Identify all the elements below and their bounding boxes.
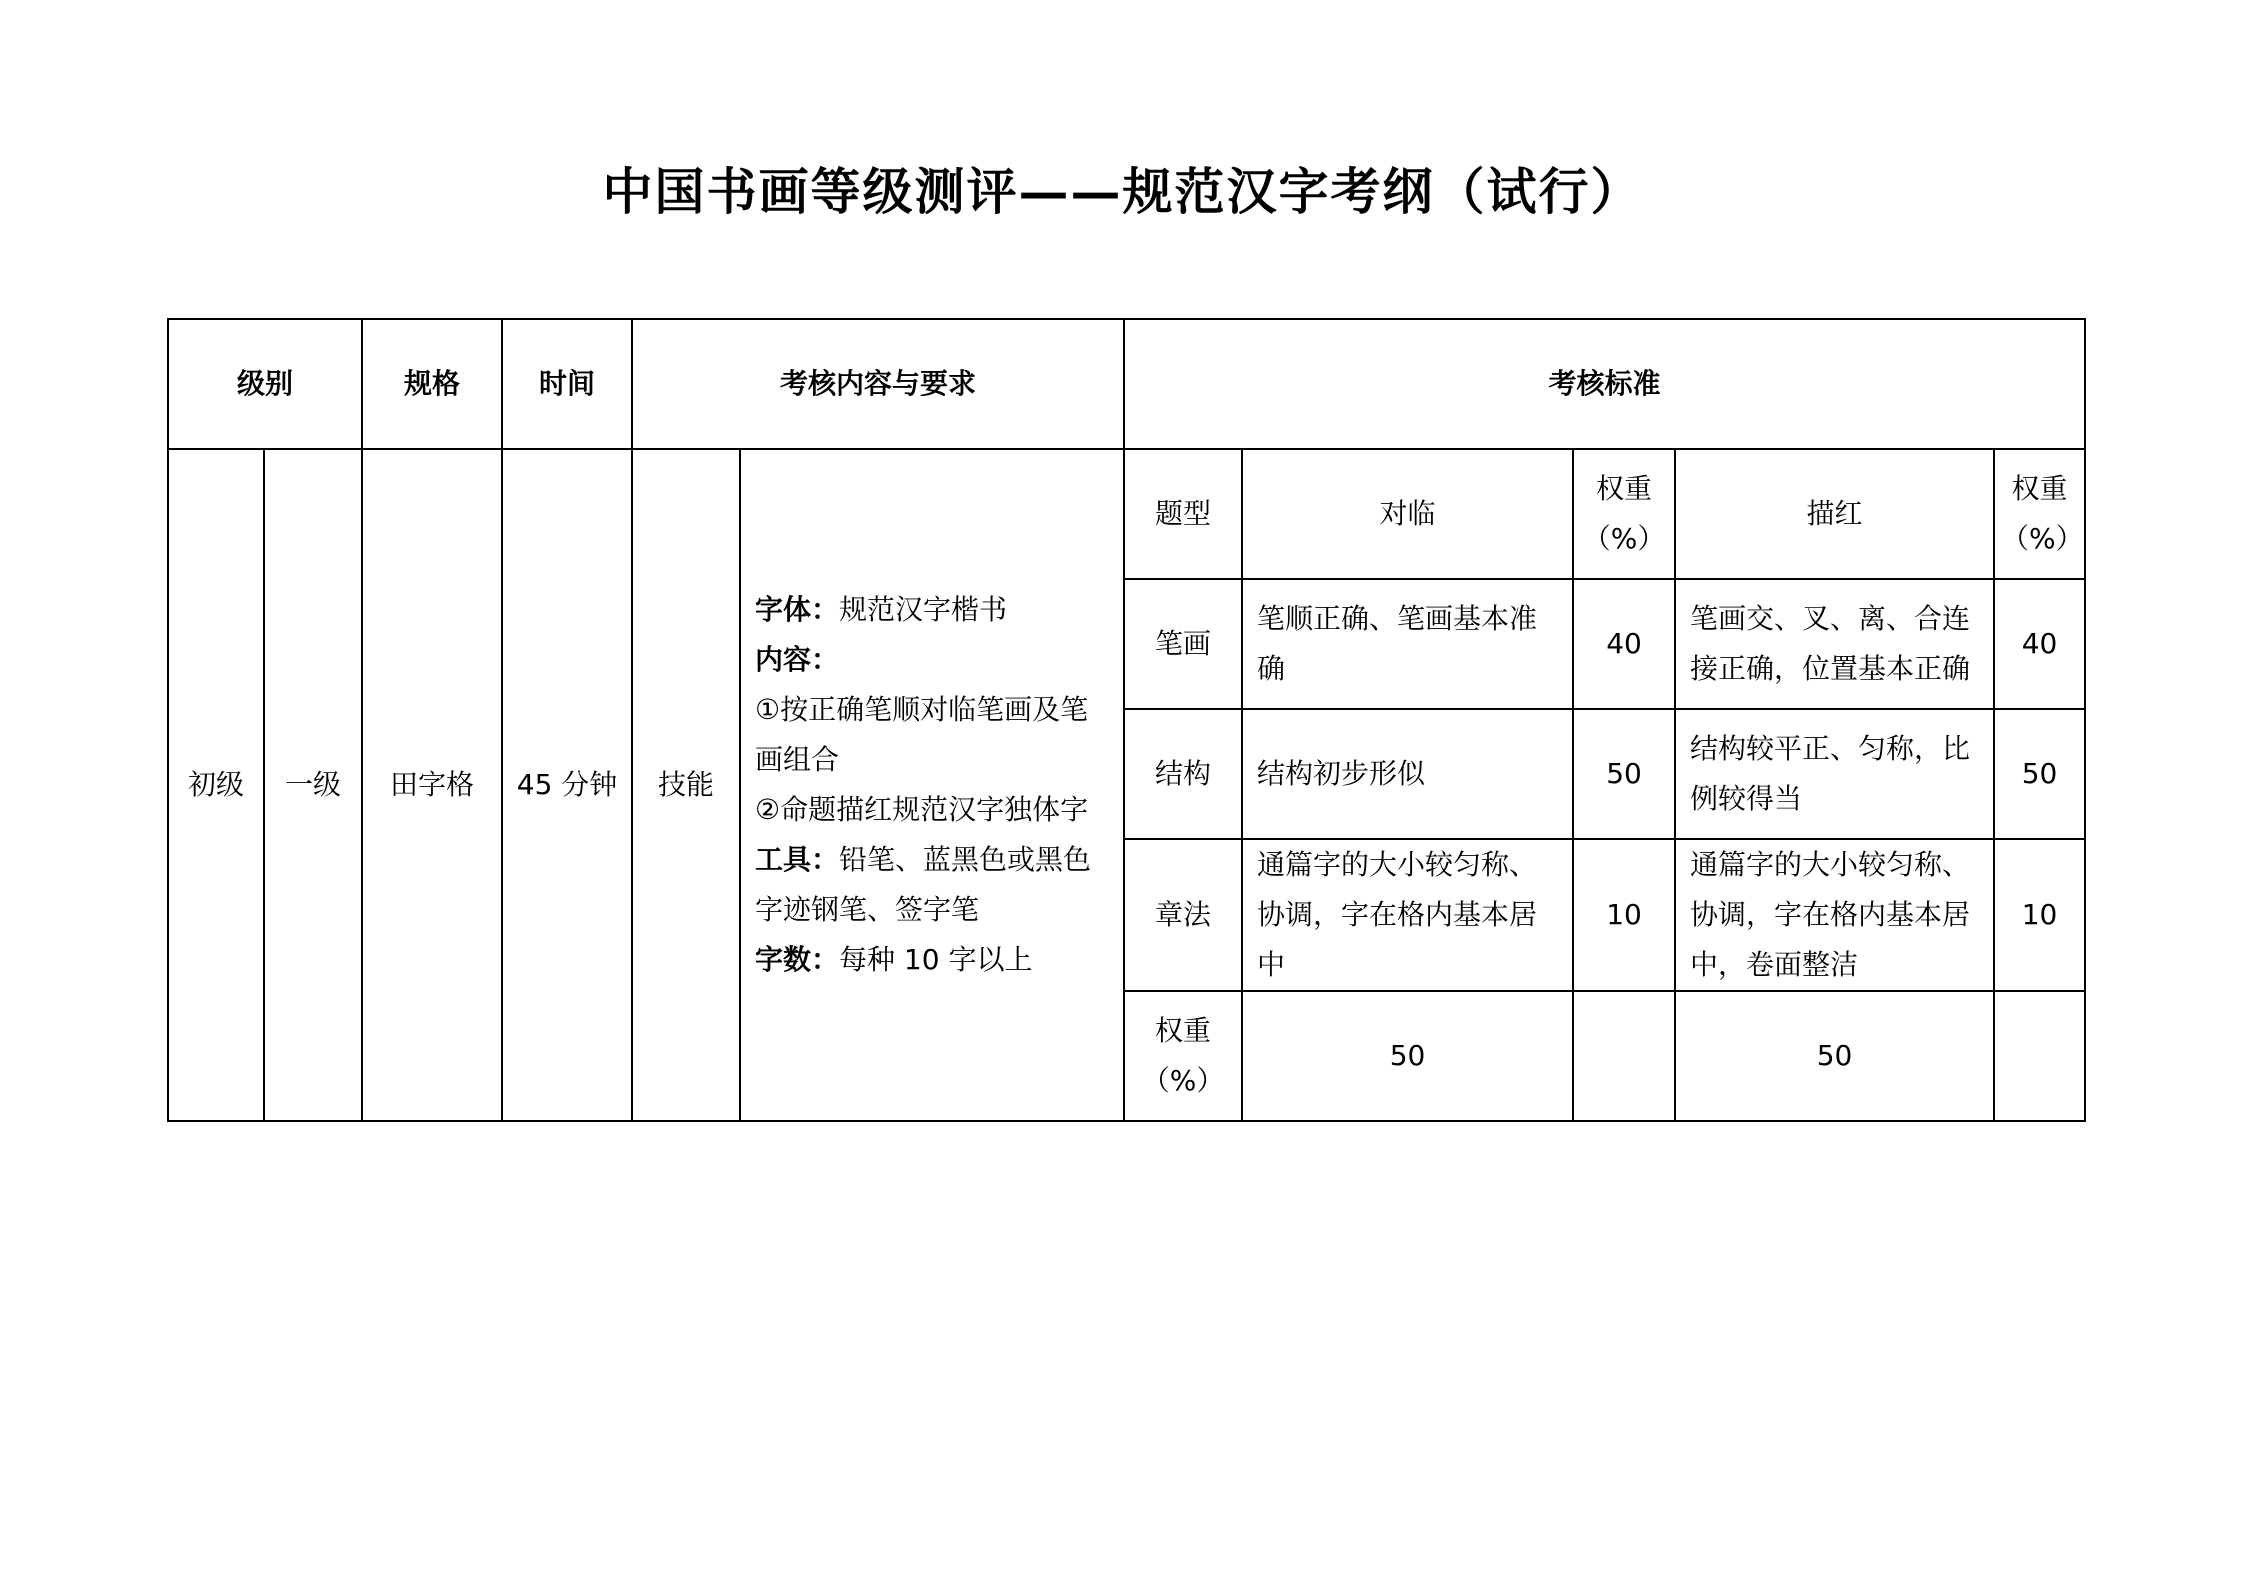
header-row bbox=[168, 319, 2085, 449]
spec-cell: 田字格 bbox=[362, 449, 502, 1121]
total-empty-1 bbox=[1573, 991, 1675, 1121]
tools-line bbox=[755, 835, 1109, 935]
std-type: 章法 bbox=[1124, 839, 1242, 991]
total-copy: 50 bbox=[1242, 991, 1573, 1121]
count-label: 字数： bbox=[755, 943, 840, 976]
count-value: 每种 10 字以上 bbox=[839, 943, 1033, 976]
font-label: 字体： bbox=[755, 593, 840, 626]
font-line bbox=[755, 585, 1109, 635]
header-content: 考核内容与要求 bbox=[632, 319, 1124, 449]
syllabus-table bbox=[167, 318, 2086, 1122]
standard-header-row bbox=[168, 449, 2085, 579]
font-value: 规范汉字楷书 bbox=[839, 593, 1008, 626]
header-time: 时间 bbox=[502, 319, 632, 449]
content-label: 内容： bbox=[755, 643, 840, 676]
std-header-trace: 描红 bbox=[1675, 449, 1994, 579]
weight-1-unit: （%） bbox=[1582, 522, 1666, 555]
stage-cell: 初级 bbox=[168, 449, 264, 1121]
std-trace: 笔画交、叉、离、合连接正确，位置基本正确 bbox=[1675, 579, 1994, 709]
std-weight-1: 50 bbox=[1573, 709, 1675, 839]
tools-value: 铅笔、蓝黑色或黑色字迹钢笔、签字笔 bbox=[755, 843, 1092, 926]
std-weight-1: 10 bbox=[1573, 839, 1675, 991]
content-item-2: ②命题描红规范汉字独体字 bbox=[755, 793, 1089, 826]
std-type: 结构 bbox=[1124, 709, 1242, 839]
total-label-text: 权重 bbox=[1155, 1014, 1212, 1047]
std-copy: 笔顺正确、笔画基本准确 bbox=[1242, 579, 1573, 709]
std-weight-2: 50 bbox=[1994, 709, 2085, 839]
std-trace: 结构较平正、匀称，比例较得当 bbox=[1675, 709, 1994, 839]
std-header-weight-1 bbox=[1573, 449, 1675, 579]
grade-cell: 一级 bbox=[264, 449, 362, 1121]
count-line bbox=[755, 935, 1109, 985]
weight-2-unit: （%） bbox=[2001, 522, 2084, 555]
std-copy: 结构初步形似 bbox=[1242, 709, 1573, 839]
weight-1-label: 权重 bbox=[1596, 472, 1653, 505]
std-header-type: 题型 bbox=[1124, 449, 1242, 579]
total-label-unit: （%） bbox=[1141, 1064, 1225, 1097]
header-spec: 规格 bbox=[362, 319, 502, 449]
total-label bbox=[1124, 991, 1242, 1121]
std-trace: 通篇字的大小较匀称、协调，字在格内基本居中，卷面整洁 bbox=[1675, 839, 1994, 991]
tools-label: 工具： bbox=[755, 843, 840, 876]
content-item-1: ①按正确笔顺对临笔画及笔画组合 bbox=[755, 693, 1089, 776]
page-title: 中国书画等级测评——规范汉字考纲（试行） bbox=[602, 162, 1643, 221]
time-cell: 45 分钟 bbox=[502, 449, 632, 1121]
skill-cell: 技能 bbox=[632, 449, 740, 1121]
std-header-copy: 对临 bbox=[1242, 449, 1573, 579]
header-standard: 考核标准 bbox=[1124, 319, 2085, 449]
std-weight-1: 40 bbox=[1573, 579, 1675, 709]
content-requirements bbox=[740, 449, 1124, 1121]
total-trace: 50 bbox=[1675, 991, 1994, 1121]
std-weight-2: 40 bbox=[1994, 579, 2085, 709]
total-empty-2 bbox=[1994, 991, 2085, 1121]
std-type: 笔画 bbox=[1124, 579, 1242, 709]
std-header-weight-2 bbox=[1994, 449, 2085, 579]
std-weight-2: 10 bbox=[1994, 839, 2085, 991]
weight-2-label: 权重 bbox=[2011, 472, 2068, 505]
header-level: 级别 bbox=[168, 319, 362, 449]
std-copy: 通篇字的大小较匀称、协调，字在格内基本居中 bbox=[1242, 839, 1573, 991]
